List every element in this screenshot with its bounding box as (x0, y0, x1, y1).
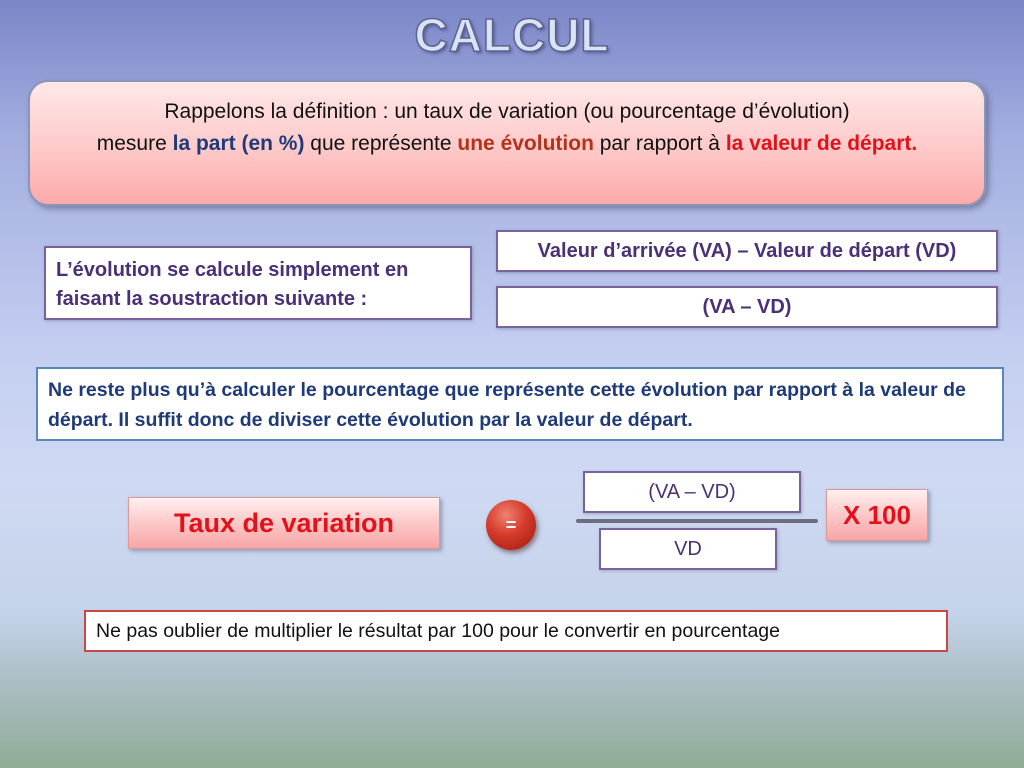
formula-short-box: (VA – VD) (496, 286, 998, 328)
definition-part: la part (en %) (172, 132, 305, 155)
fraction-denominator: VD (599, 528, 777, 570)
definition-mesure: mesure (96, 132, 173, 155)
taux-de-variation-box: Taux de variation (128, 497, 440, 549)
evolution-explanation: L’évolution se calcule simplement en faisant la soustraction suivante : (44, 246, 472, 320)
percentage-explanation: Ne reste plus qu’à calculer le pourcentage que représente cette évolution par rapport à la valeur de départ. Il suffit donc de diviser cette évolution par la valeur de départ. (36, 367, 1004, 441)
definition-valeur-depart: la valeur de départ. (725, 132, 918, 155)
definition-evolution: une évolution (457, 132, 594, 155)
formula-words-box: Valeur d’arrivée (VA) – Valeur de départ (VD) (496, 230, 998, 272)
definition-box (28, 80, 986, 206)
definition-par-rapport: par rapport à (593, 132, 726, 155)
fraction-numerator: (VA – VD) (583, 471, 801, 513)
reminder-note: Ne pas oublier de multiplier le résultat par 100 pour le convertir en pourcentage (84, 610, 948, 652)
multiplier-box: X 100 (826, 489, 928, 541)
fraction-bar (576, 519, 818, 523)
equals-sign: = (486, 500, 536, 550)
slide-title: CALCUL (414, 9, 610, 61)
definition-line1: Rappelons la définition : un taux de variation (ou pourcentage d’évolution) (164, 100, 850, 123)
definition-que-represente: que représente (304, 132, 458, 155)
